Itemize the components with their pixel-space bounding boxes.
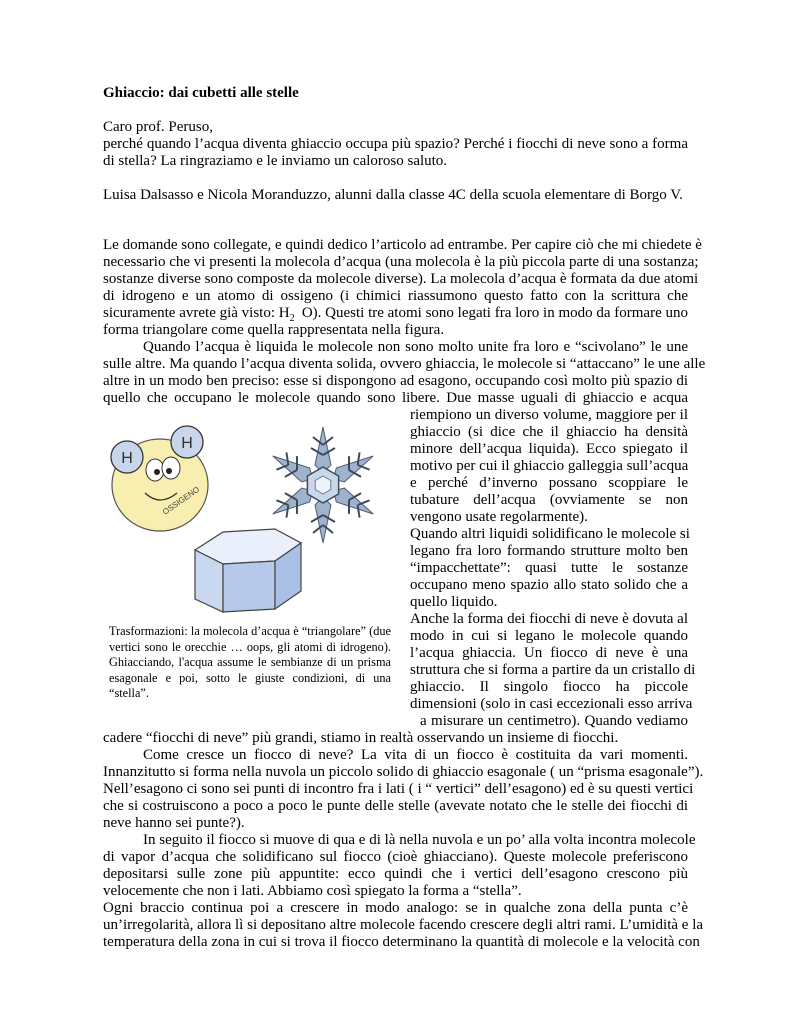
text-line: necessario che vi presenti la molecola d’acqua (una molecola è la più piccola parte di una sostanza; <box>103 254 699 270</box>
text-line: Ogni braccio continua poi a crescere in modo analogo: se in qualche zona della punta c’è <box>103 900 688 916</box>
letter-signature: Luisa Dalsasso e Nicola Moranduzzo, alunni dalla classe 4C della scuola elementare di Borgo V. <box>103 187 683 203</box>
text-line: di vapor d’acqua che solidificano sul fiocco (cioè ghiacciano). Queste molecole preferiscono <box>103 849 688 865</box>
text-line: un’irregolarità, allora lì si depositano altre molecole facendo crescere degli altri rami. L’umidità e la <box>103 917 704 933</box>
figure-caption-line: “stella”. <box>109 686 149 700</box>
text-line: Innanzitutto si forma nella nuvola un piccolo solido di ghiaccio esagonale ( un “prisma esagonale”). <box>103 764 704 780</box>
molecule-ice-snowflake-figure <box>105 415 397 620</box>
letter-line: di stella? La ringraziamo e le inviamo un caloroso saluto. <box>103 153 448 169</box>
text-line: Come cresce un fiocco di neve? La vita di un fiocco è costituita da vari momenti. <box>143 747 688 763</box>
text-line: altre in un modo ben preciso: esse si dispongono ad esagono, occupando così molto più spazio di <box>103 373 688 389</box>
text-line: cadere “fiocchi di neve” più grandi, stiamo in realtà osservando un insieme di fiocchi. <box>103 730 619 746</box>
column-line: ghiaccio. Il singolo fiocco ha piccole <box>410 679 688 695</box>
column-line: Anche la forma dei fiocchi di neve è dovuta al <box>410 611 688 627</box>
figure-caption-line: esagonale e poi, sotto le giuste condizioni, di una <box>109 671 391 685</box>
text-line-formula <box>103 305 688 323</box>
text-line: Nell’esagono ci sono sei punti di incontro fra i lati ( i “ vertici” dell’esagono) ed è su questi vertici <box>103 781 694 797</box>
column-line: struttura che si forma a partire da un cristallo di <box>410 662 696 678</box>
column-line: vengono usate regolarmente). <box>410 509 588 525</box>
figure-caption-line: Trasformazioni: la molecola d’acqua è “triangolare” (due <box>109 624 391 638</box>
hexagonal-prism-illustration <box>195 529 301 612</box>
subscript-two: 2 <box>289 313 295 324</box>
formula-tail: O). Questi tre atomi sono legati fra loro in modo da formare uno <box>301 305 688 321</box>
text-line: di idrogeno e un atomo di ossigeno (i chimici riassumono questo fatto con la scrittura che <box>103 288 688 304</box>
column-line: ghiaccio (si dice che il ghiaccio ha densità <box>410 424 688 440</box>
column-line: modo in cui si legano le molecole quando <box>410 628 688 644</box>
snowflake-illustration <box>269 427 377 543</box>
hydrogen-label-left: H <box>121 450 133 467</box>
column-line: minore dell’acqua liquida). Ecco spiegato il <box>410 441 688 457</box>
text-line: Le domande sono collegate, e quindi dedico l’articolo ad entrambe. Per capire ciò che mi chiedete è <box>103 237 702 253</box>
text-line: temperatura della zona in cui si trova il fiocco determinano la quantità di molecole e la velocità con <box>103 934 700 950</box>
letter-line: perché quando l’acqua diventa ghiaccio occupa più spazio? Perché i fiocchi di neve sono a forma <box>103 136 688 152</box>
column-line: riempiono un diverso volume, maggiore per il <box>410 407 688 423</box>
column-line: Quando altri liquidi solidificano le molecole si <box>410 526 690 542</box>
article-title: Ghiaccio: dai cubetti alle stelle <box>103 85 299 101</box>
column-line: l’acqua ghiaccia. Un fiocco di neve è una <box>410 645 688 661</box>
text-line: che si costruiscono a poco a poco le punte delle stelle (avevate notato che le stelle dei fiocchi di <box>103 798 688 814</box>
oxygen-label: OSSIGENO <box>160 484 202 517</box>
text-line: quello che occupano le molecole quando sono libere. Due masse uguali di ghiaccio e acqua <box>103 390 688 406</box>
text-line: In seguito il fiocco si muove di qua e di là nella nuvola e un po’ alla volta incontra molecole <box>143 832 696 848</box>
column-line: dimensioni (solo in casi eccezionali esso arriva <box>410 696 693 712</box>
column-line: a misurare un centimetro). Quando vediamo <box>420 713 688 729</box>
text-line: depositarsi sulle zone più appuntite: ecco quindi che i vertici dell’esagono crescono più <box>103 866 688 882</box>
formula-lead: sicuramente avrete già visto: $H_2$ <box>103 305 295 324</box>
text-line: sostanze diverse sono composte da molecole diverse). La molecola d’acqua è formata da due atomi <box>103 271 699 287</box>
hydrogen-label-right: H <box>181 435 193 452</box>
column-line: quello liquido. <box>410 594 498 610</box>
text-line: neve hanno sei punte?). <box>103 815 245 831</box>
figure-caption-line: vertici sono le orecchie … oops, gli atomi di idrogeno). <box>109 640 391 654</box>
column-line: tubature dell’acqua (ovviamente se non <box>410 492 688 508</box>
letter-greeting: Caro prof. Peruso, <box>103 119 213 135</box>
column-line: occupano meno spazio allo stato solido che a <box>410 577 688 593</box>
text-line: forma triangolare come quella rappresentata nella figura. <box>103 322 445 338</box>
column-line: motivo per cui il ghiaccio galleggia sull’acqua <box>410 458 689 474</box>
text-line: velocemente che non i lati. Abbiamo così spiegato la forma a “stella”. <box>103 883 522 899</box>
text-line: sulle altre. Ma quando l’acqua diventa solida, ovvero ghiaccia, le molecole si “attaccano” le une alle <box>103 356 706 372</box>
column-line: e perché d’inverno possano scoppiare le <box>410 475 688 491</box>
column-line: “impacchettate”: quasi tutte le sostanze <box>410 560 688 576</box>
figure-caption-line: Ghiacciando, l'acqua assume le sembianze di un prisma <box>109 655 391 669</box>
text-line: Quando l’acqua è liquida le molecole non sono molto unite fra loro e “scivolano” le une <box>143 339 688 355</box>
oxygen-molecule-cartoon <box>111 426 208 531</box>
column-line: legano fra loro formando strutture molto ben <box>410 543 688 559</box>
